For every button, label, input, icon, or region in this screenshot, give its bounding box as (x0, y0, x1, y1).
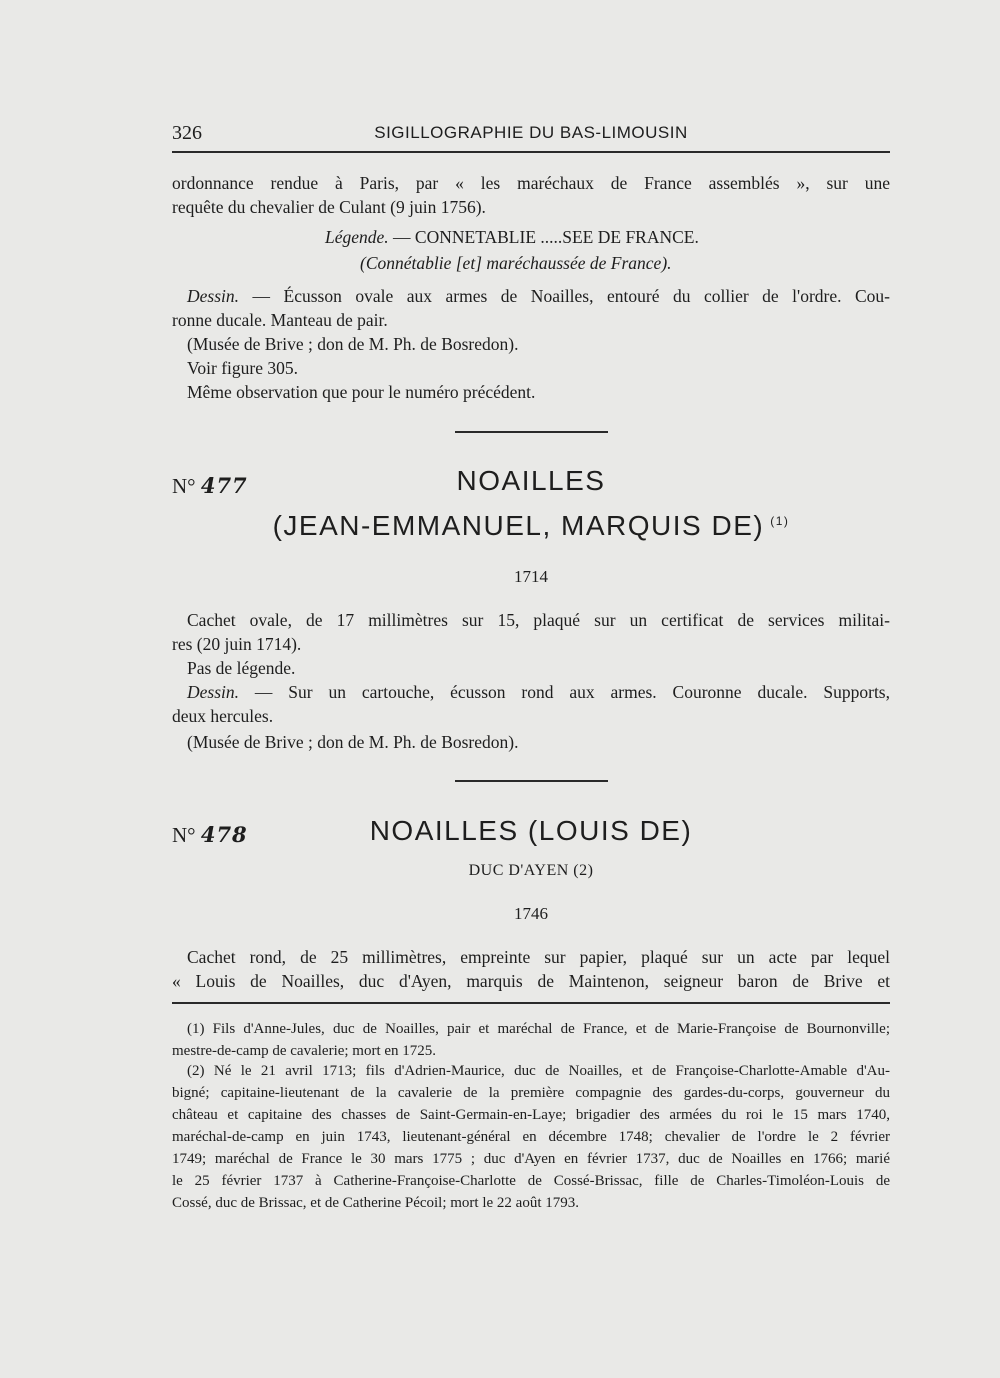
musee-line: (Musée de Brive ; don de M. Ph. de Bosredon). (187, 732, 519, 752)
dessin-text: — Écusson ovale aux armes de Noailles, entouré du collier de l'ordre. Cou- (239, 286, 890, 306)
section-separator (455, 780, 608, 782)
footnote-line: maréchal-de-camp en juin 1743, lieutenant-général en décembre 1748; chevalier de l'ordre le 2 février (172, 1129, 890, 1145)
text-line: Cachet rond, de 25 millimètres, empreinte sur papier, plaqué sur un acte par lequel (187, 947, 890, 967)
entry-number-value: 478 (200, 822, 248, 847)
running-title: SIGILLOGRAPHIE DU BAS-LIMOUSIN (374, 123, 688, 142)
footnote-rule (172, 1002, 890, 1004)
dessin-label: Dessin. (187, 682, 240, 702)
dessin-line (187, 680, 890, 704)
text-line: « Louis de Noailles, duc d'Ayen, marquis de Maintenon, seigneur baron de Brive et (172, 971, 890, 991)
entry-number-prefix: N° (172, 474, 196, 498)
section-separator (455, 431, 608, 433)
dessin-line (187, 284, 890, 308)
text-line: ordonnance rendue à Paris, par « les maréchaux de France assemblés », sur une (172, 173, 890, 193)
page-number: 326 (172, 122, 202, 144)
dessin-label: Dessin. (187, 286, 240, 306)
legende-text: — CONNETABLIE .....SEE DE FRANCE. (388, 227, 699, 247)
entry-title: NOAILLES (456, 465, 606, 496)
legende-line (325, 225, 885, 249)
header-rule (172, 151, 890, 153)
entry-subtitle-text: (JEAN-EMMANUEL, MARQUIS DE) (272, 510, 765, 541)
entry-number-prefix: N° (172, 823, 196, 847)
footnote-line: (2) Né le 21 avril 1713; fils d'Adrien-Maurice, duc de Noailles, et de Françoise-Charlotte-Amable d'Au- (187, 1063, 890, 1079)
footnote-line: le 25 février 1737 à Catherine-Françoise-Charlotte de Cossé-Brissac, fille de Charles-Timoléon-Louis de (172, 1173, 890, 1189)
legende-expansion-a: (Connétablie (360, 253, 456, 273)
text-line: Cachet ovale, de 17 millimètres sur 15, plaqué sur un certificat de services militai- (187, 610, 890, 630)
footnote-line: bigné; capitaine-lieutenant de la cavalerie de la première compagnie des gardes-du-corps, gouverneur du (172, 1085, 890, 1101)
footnote-line: mestre-de-camp de cavalerie; mort en 1725. (172, 1043, 437, 1059)
entry-number-value: 477 (200, 473, 248, 498)
musee-line: (Musée de Brive ; don de M. Ph. de Bosredon). (187, 334, 519, 354)
dessin-text: — Sur un cartouche, écusson rond aux armes. Couronne ducale. Supports, (239, 682, 890, 702)
text-line: res (20 juin 1714). (172, 634, 302, 654)
running-head (172, 120, 890, 148)
legende-label: Légende. (325, 227, 389, 247)
text-line: deux hercules. (172, 706, 274, 726)
text-line: requête du chevalier de Culant (9 juin 1756). (172, 197, 486, 217)
legende-expansion-b: [et] (455, 253, 482, 273)
legende-expansion (360, 251, 880, 275)
observation-line: Même observation que pour le numéro précédent. (187, 382, 536, 402)
legende-line: Pas de légende. (187, 658, 296, 678)
entry-subtitle (172, 510, 890, 542)
footnote-ref: (1) (770, 513, 790, 528)
entry-year: 1714 (514, 567, 548, 586)
entry-subtitle: DUC D'AYEN (2) (468, 862, 594, 879)
footnote-line: 1749; maréchal de France le 30 mars 1775 ; duc d'Ayen en février 1737, duc de Noailles en 1766; marié (172, 1151, 890, 1167)
footnote-line: Cossé, duc de Brissac, et de Catherine Pécoil; mort le 22 août 1793. (172, 1195, 579, 1211)
footnote-line: (1) Fils d'Anne-Jules, duc de Noailles, pair et maréchal de France, et de Marie-Françoise de Bournonville; (187, 1021, 890, 1037)
voir-line: Voir figure 305. (187, 358, 298, 378)
footnote-line: château et capitaine des chasses de Saint-Germain-en-Laye; brigadier des armées du roi le 15 mars 1740, (172, 1107, 890, 1123)
legende-expansion-c: maréchaussée de France). (482, 253, 672, 273)
entry-year: 1746 (514, 904, 548, 923)
entry-title: NOAILLES (LOUIS DE) (369, 815, 693, 846)
text-line: ronne ducale. Manteau de pair. (172, 310, 388, 330)
